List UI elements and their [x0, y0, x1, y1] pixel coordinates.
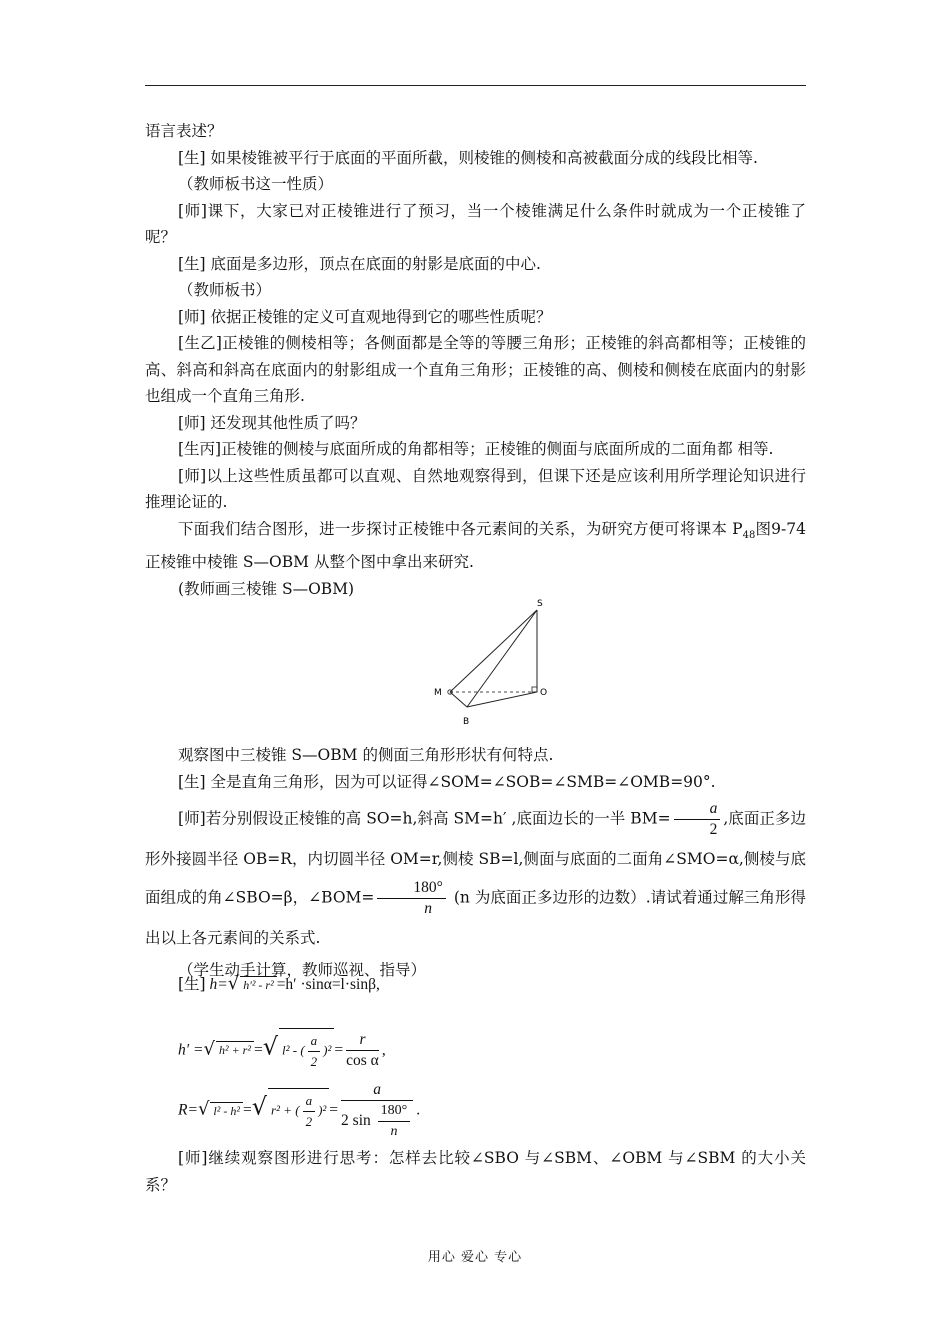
- label-M: M: [434, 688, 442, 698]
- radical-sign: √: [251, 1092, 267, 1121]
- denominator: n: [424, 900, 433, 918]
- edge-BO: [467, 692, 537, 707]
- paragraph: (教师画三棱锥 S—OBM): [178, 579, 355, 598]
- paragraph: [师] 依据正棱锥的定义可直观地得到它的哪些性质呢？: [178, 307, 552, 326]
- paragraph: [师]课下，大家已对正棱锥进行了预习，当一个棱锥满足什么条件时就成为一个正棱锥了呢？: [145, 201, 806, 246]
- denominator: [341, 1101, 413, 1142]
- numerator: a: [674, 799, 721, 820]
- paragraph: [师]以上这些性质虽都可以直观、自然地观察得到，但课下还是应该利用所学理论知识进行推理论证的.: [145, 466, 806, 511]
- eq-rest: =h′ ·sinα=l·sinβ,: [276, 976, 380, 993]
- text-span: (n 为底面正多边形的边数）.请试着通过解三角形得出以上各元素间的关系式.: [145, 888, 807, 948]
- radical-sign: √: [262, 1032, 278, 1061]
- radicand: h² + r²: [216, 1041, 254, 1058]
- fraction-r-over-cos: [346, 1030, 379, 1071]
- numerator: r: [346, 1030, 379, 1051]
- label-B: B: [463, 717, 470, 727]
- subscript: 48: [742, 529, 756, 541]
- right-angle-mark: [532, 687, 537, 692]
- denominator: n: [390, 1124, 398, 1139]
- header-rule: [145, 85, 806, 86]
- label-S: S: [537, 599, 543, 609]
- fraction-a-over-2: [303, 1091, 316, 1132]
- fraction-a-over-2: [308, 1031, 321, 1072]
- equation-R: R=√ l² - h² =√ r² + ( $\frac{a}{2}$ )² = a 2 sin $\frac{180^\circ}{n}$ .: [178, 1080, 420, 1142]
- paragraph: [生乙]正棱锥的侧棱相等；各侧面都是全等的等腰三角形；正棱锥的斜高都相等；正棱锥的高、斜高和斜高在底面内的射影组成一个直角三角形；正棱锥的高、侧棱和侧棱在底面内的射影也组成一个直角三角形.: [145, 334, 806, 405]
- paragraph: [生] 全是直角三角形，因为可以证得∠SOM=∠SOB=∠SMB=∠OMB=90°.: [178, 772, 716, 791]
- fraction-180-over-n: [377, 878, 445, 919]
- pyramid-figure: [430, 596, 550, 731]
- radical-sign: √: [227, 973, 240, 994]
- fraction-180-over-n: [378, 1101, 411, 1142]
- paragraph: [生] 底面是多边形，顶点在底面的射影是底面的中心.: [178, 254, 541, 273]
- radical-sign: √: [197, 1098, 210, 1120]
- numerator: 180°: [378, 1101, 411, 1122]
- text-span: 图9-74 正棱锥中棱锥 S—OBM 从整个图中拿出来研究.: [145, 519, 807, 572]
- numerator: a: [303, 1091, 316, 1112]
- paragraph: （教师板书）: [178, 281, 272, 299]
- paragraph: [师] 还发现其他性质了吗？: [178, 413, 366, 432]
- paragraph: [145, 516, 806, 576]
- denominator: 2: [305, 1114, 313, 1130]
- numerator: 180°: [377, 878, 445, 899]
- paragraph-with-math: [145, 799, 806, 957]
- text-span: ,底面正多边形外接圆半径 OB=R，内切圆半径 OM=r,侧棱 SB=l,侧面与底面的二面角∠SMO=α,侧棱与底面组成的角∠SBO=β，∠BOM=: [145, 809, 806, 907]
- eq-lhs: h=: [209, 976, 228, 993]
- radicand-part: r² + (: [271, 1102, 300, 1118]
- fraction-a-over-2sin: [341, 1080, 413, 1142]
- paragraph: [师]继续观察图形进行思考：怎样去比较∠SBO 与∠SBM、∠OBM 与∠SBM 的大小关系？: [145, 1149, 806, 1194]
- edge-SM: [450, 610, 537, 692]
- radicand-part: )²: [323, 1042, 332, 1058]
- denominator-part: 2 sin: [341, 1112, 371, 1130]
- fraction-a-over-2: [674, 799, 721, 840]
- numerator: a: [308, 1031, 321, 1052]
- radical-sign: √: [203, 1038, 215, 1060]
- paragraph: [生] 如果棱锥被平行于底面的平面所截，则棱锥的侧棱和高被截面分成的线段比相等.: [178, 148, 758, 167]
- radicand: l² - h²: [210, 1102, 243, 1119]
- edge-SB: [467, 610, 537, 707]
- paragraph: 观察图中三棱锥 S—OBM 的侧面三角形形状有何特点.: [178, 746, 554, 765]
- label-O: O: [540, 688, 548, 698]
- paragraph: （学生动手计算，教师巡视、指导）: [178, 961, 427, 980]
- radicand: h′² - r²: [240, 976, 277, 993]
- equation-hprime: h′ =√ h² + r² =√ l² - ( $\frac{a}{2}$ )² = $\frac{r}{\text{cos α}}$ ,: [178, 1028, 386, 1072]
- denominator: 2: [310, 1054, 318, 1069]
- radicand-complex: [268, 1088, 329, 1132]
- paragraph: [生丙]正棱锥的侧棱与底面所成的角都相等；正棱锥的侧面与底面所成的二面角都 相等.: [178, 440, 774, 458]
- paragraph: （教师板书这一性质）: [178, 175, 334, 193]
- denominator: cos α: [346, 1052, 379, 1070]
- paragraph: 语言表述？: [145, 122, 223, 140]
- equation-h: [178, 972, 380, 994]
- edge-MB: [450, 692, 467, 707]
- speaker-tag: [生]: [178, 975, 206, 993]
- document-body-continued: [145, 1145, 806, 1198]
- radicand-part: )²: [318, 1102, 327, 1118]
- eq-lhs: h′ =: [178, 1041, 204, 1059]
- numerator: a: [341, 1080, 413, 1101]
- denominator: 2: [709, 821, 718, 839]
- radicand-complex: [279, 1028, 334, 1072]
- text-span: [师]若分别假设正棱锥的高 SO=h,斜高 SM=h′ ,底面边长的一半 BM=: [178, 809, 671, 828]
- text-span: 下面我们结合图形，进一步探讨正棱锥中各元素间的关系，为研究方便可将课本 P: [178, 519, 743, 538]
- page-footer: 用心 爱心 专心: [427, 1250, 523, 1265]
- document-body: [145, 118, 806, 984]
- eq-lhs: R=: [178, 1101, 198, 1119]
- radicand-part: l² - (: [281, 1042, 305, 1058]
